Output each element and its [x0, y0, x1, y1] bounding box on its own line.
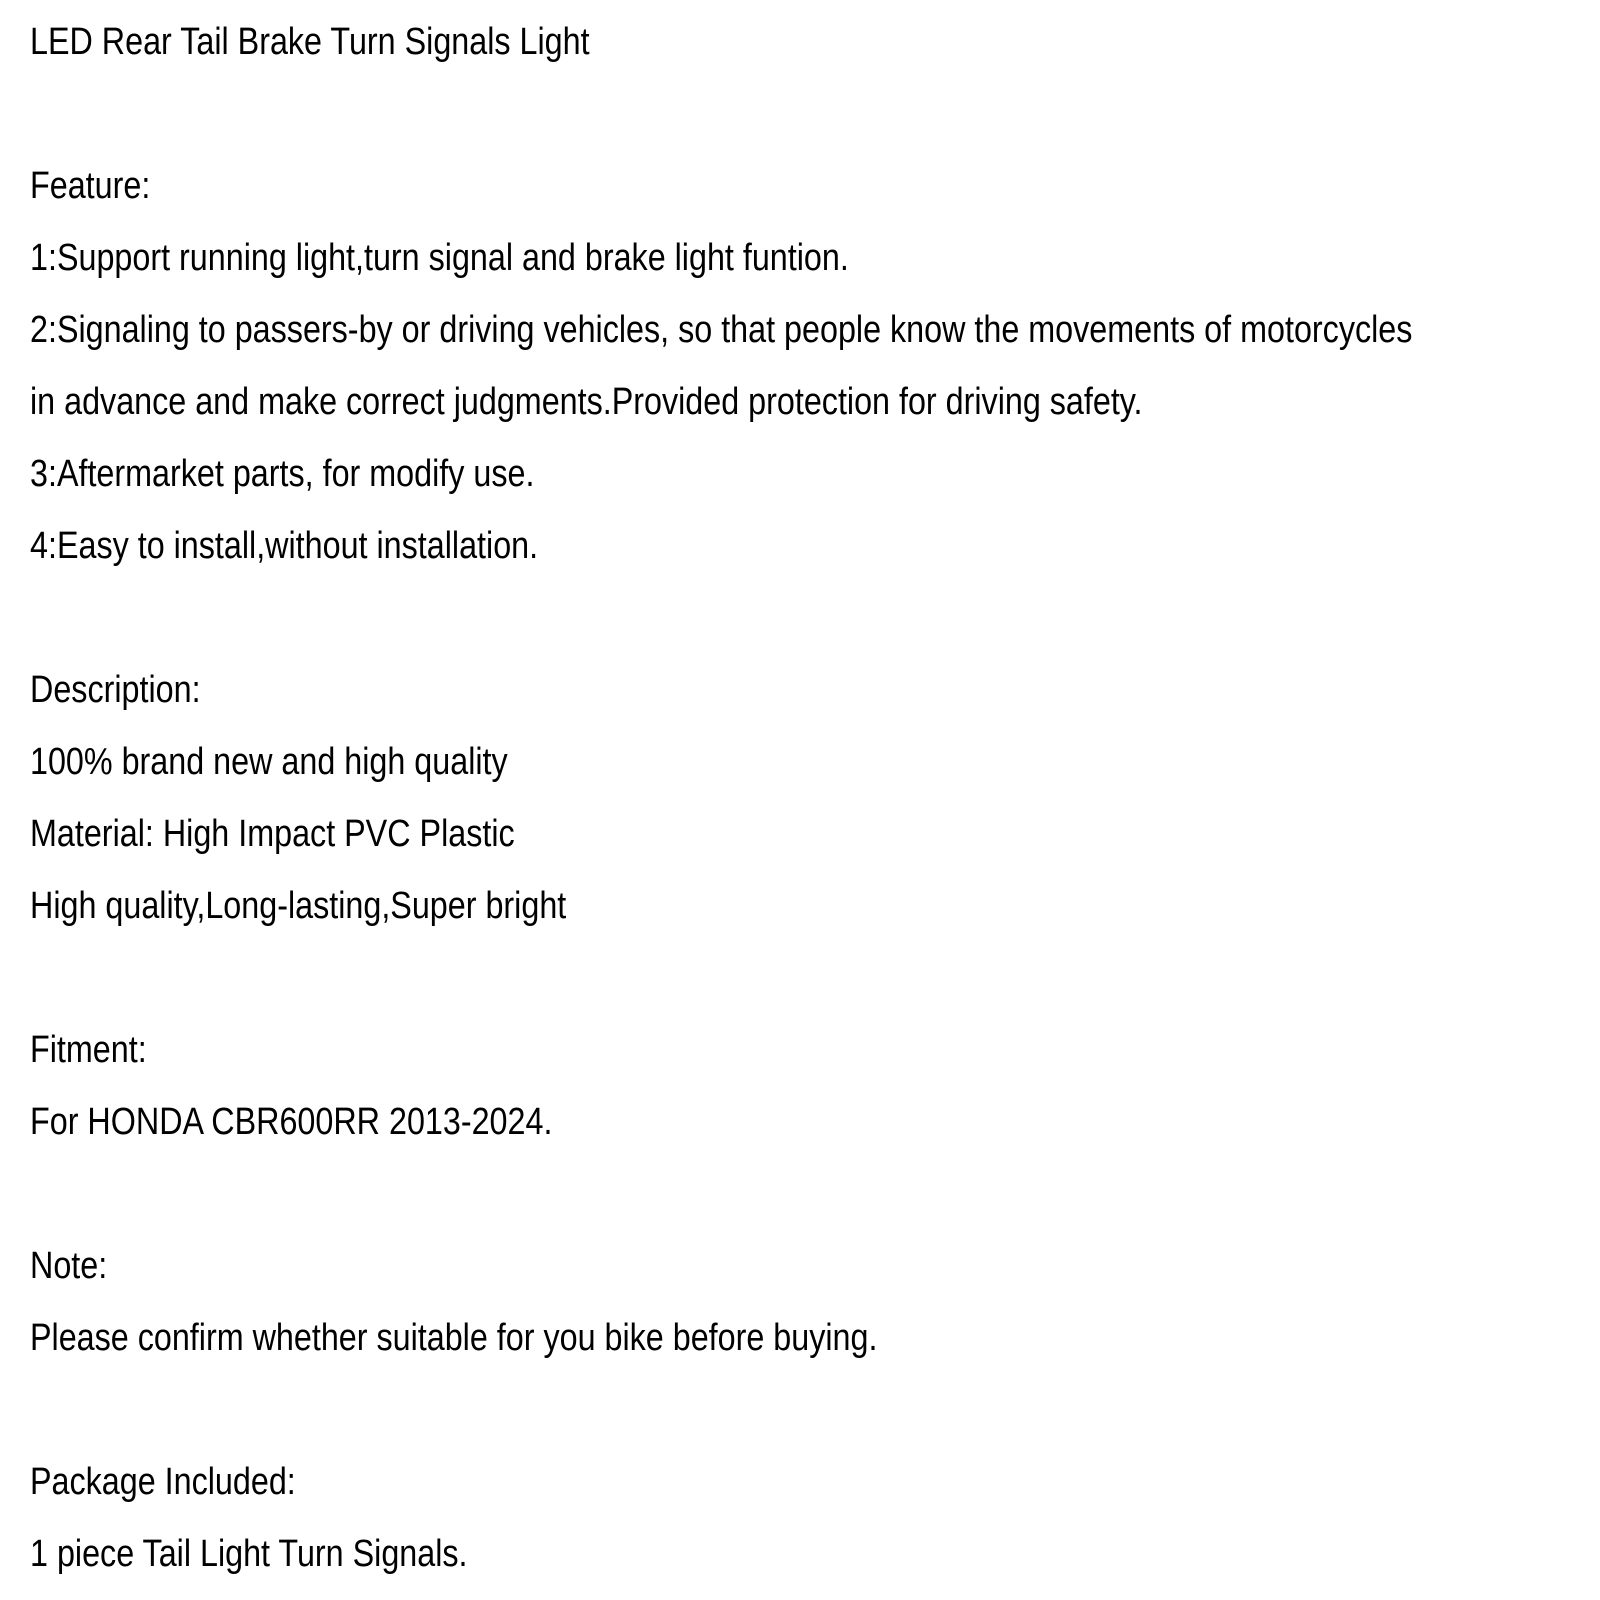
fitment-line-1-row	[30, 1086, 1600, 1158]
spacer-line	[30, 78, 1600, 150]
feature-item-2-line-2-row	[30, 366, 1600, 438]
package-line-1-row	[30, 1518, 1600, 1590]
note-heading: Note:	[30, 1245, 108, 1287]
description-line-2: Material: High Impact PVC Plastic	[30, 813, 515, 855]
feature-item-2-line-1: 2:Signaling to passers-by or driving vehicles, so that people know the movements of motorcycles	[30, 309, 1413, 351]
description-line-3: High quality,Long-lasting,Super bright	[30, 885, 567, 927]
feature-item-3-row	[30, 438, 1600, 510]
feature-item-4: 4:Easy to install,without installation.	[30, 525, 539, 567]
fitment-line-1: For HONDA CBR600RR 2013-2024.	[30, 1101, 553, 1143]
feature-item-4-row	[30, 510, 1600, 582]
note-line-1-row	[30, 1302, 1600, 1374]
feature-item-1: 1:Support running light,turn signal and brake light funtion.	[30, 237, 849, 279]
product-title-row	[30, 6, 1600, 78]
description-line-1-row	[30, 726, 1600, 798]
feature-item-1-row	[30, 222, 1600, 294]
feature-heading-row	[30, 150, 1600, 222]
package-heading-row	[30, 1446, 1600, 1518]
fitment-heading: Fitment:	[30, 1029, 147, 1071]
note-heading-row	[30, 1230, 1600, 1302]
spacer-line	[30, 582, 1600, 654]
note-line-1: Please confirm whether suitable for you bike before buying.	[30, 1317, 878, 1359]
spacer-line	[30, 942, 1600, 1014]
description-line-1: 100% brand new and high quality	[30, 741, 508, 783]
description-heading: Description:	[30, 669, 201, 711]
description-line-2-row	[30, 798, 1600, 870]
package-heading: Package Included:	[30, 1461, 296, 1503]
package-line-1: 1 piece Tail Light Turn Signals.	[30, 1533, 468, 1575]
feature-item-2-line-1-row	[30, 294, 1600, 366]
description-line-3-row	[30, 870, 1600, 942]
product-title: LED Rear Tail Brake Turn Signals Light	[30, 21, 590, 63]
feature-heading: Feature:	[30, 165, 151, 207]
fitment-heading-row	[30, 1014, 1600, 1086]
feature-item-2-line-2: in advance and make correct judgments.Provided protection for driving safety.	[30, 381, 1143, 423]
description-heading-row	[30, 654, 1600, 726]
spacer-line	[30, 1158, 1600, 1230]
feature-item-3: 3:Aftermarket parts, for modify use.	[30, 453, 535, 495]
spacer-line	[30, 1374, 1600, 1446]
